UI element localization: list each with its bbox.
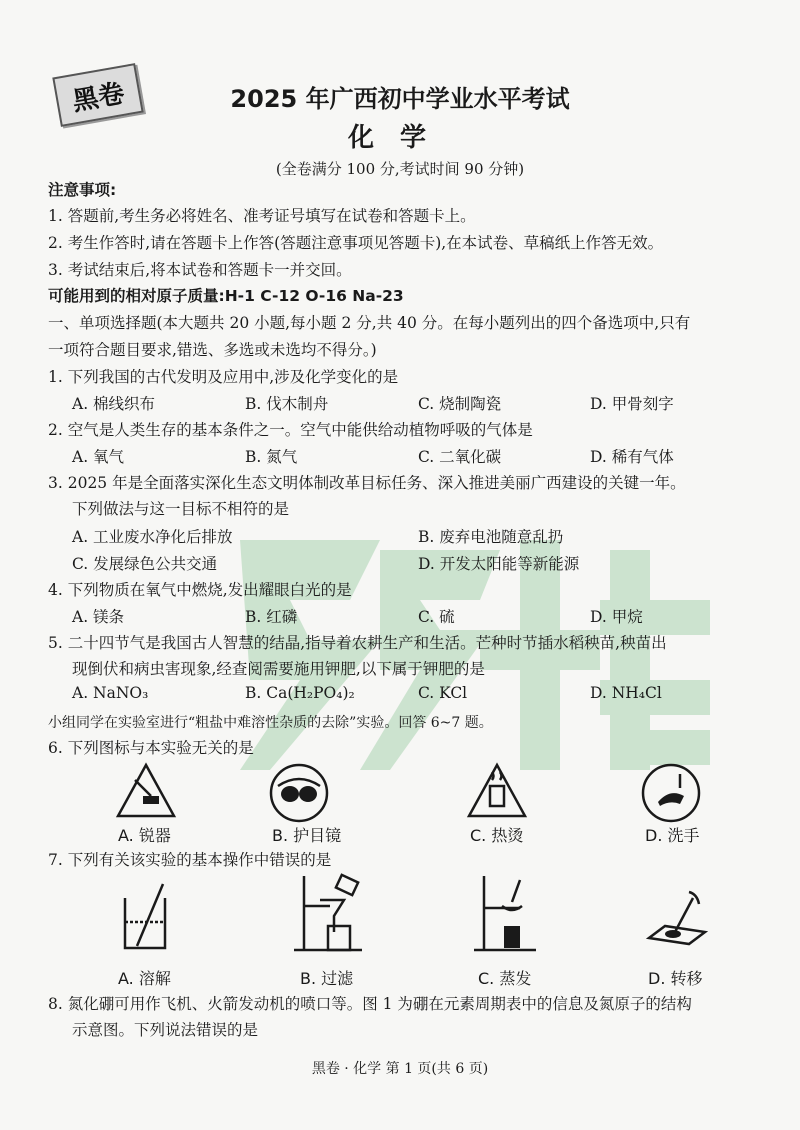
wash-hands-icon	[640, 762, 702, 824]
q1-option-b: B. 伐木制舟	[245, 395, 329, 413]
q8-stem-line1: 8. 氮化硼可用作飞机、火箭发动机的喷口等。图 1 为硼在元素周期表中的信息及氮原子的结构	[48, 995, 692, 1013]
section-heading-line2: 一项符合题目要求,错选、多选或未选均不得分。)	[48, 341, 377, 359]
q4-option-a: A. 镁条	[72, 608, 125, 626]
subject-title: 化学	[347, 123, 452, 153]
q2-option-c: C. 二氧化碳	[418, 448, 502, 466]
q6-option-d: D. 洗手	[645, 826, 700, 845]
q7-option-d: D. 转移	[648, 969, 703, 988]
q1-option-c: C. 烧制陶瓷	[418, 395, 502, 413]
q3-option-a: A. 工业废水净化后排放	[72, 528, 233, 546]
q5-stem-line2: 现倒伏和病虫害现象,经查阅需要施用钾肥,以下属于钾肥的是	[72, 660, 485, 678]
q1-stem: 1. 下列我国的古代发明及应用中,涉及化学变化的是	[48, 368, 399, 386]
score-note: (全卷满分 100 分,考试时间 90 分钟)	[275, 160, 525, 178]
filtration-setup-illustration	[290, 872, 370, 954]
notice-item-2: 2. 考生作答时,请在答题卡上作答(答题注意事项见答题卡),在本试卷、草稿纸上作答无效。	[48, 234, 664, 252]
exam-badge: 黑卷	[52, 63, 143, 127]
q1-option-d: D. 甲骨刻字	[590, 395, 674, 413]
q7-stem: 7. 下列有关该实验的基本操作中错误的是	[48, 851, 332, 869]
evaporation-setup-illustration	[470, 872, 540, 954]
q5-option-a: A. NaNO₃	[72, 684, 149, 702]
q4-option-d: D. 甲烷	[590, 608, 643, 626]
q3-stem-line2: 下列做法与这一目标不相符的是	[72, 500, 290, 518]
exam-title: 2025 年广西初中学业水平考试	[230, 85, 570, 113]
notice-item-3: 3. 考试结束后,将本试卷和答题卡一并交回。	[48, 261, 352, 279]
goggles-icon	[268, 762, 330, 824]
q7-option-a: A. 溶解	[118, 969, 171, 988]
q3-option-c: C. 发展绿色公共交通	[72, 555, 218, 573]
q5-option-d: D. NH₄Cl	[590, 684, 662, 702]
q3-stem-line1: 3. 2025 年是全面落实深化生态文明体制改革目标任务、深入推进美丽广西建设的关键一年。	[48, 474, 686, 492]
q5-option-c: C. KCl	[418, 684, 468, 702]
q4-stem: 4. 下列物质在氧气中燃烧,发出耀眼白光的是	[48, 581, 352, 599]
q1-option-a: A. 棉线织布	[72, 395, 156, 413]
q8-stem-line2: 示意图。下列说法错误的是	[72, 1021, 259, 1039]
q2-stem: 2. 空气是人类生存的基本条件之一。空气中能供给动植物呼吸的气体是	[48, 421, 533, 439]
sharp-hazard-icon	[115, 762, 177, 820]
heat-hazard-icon	[466, 762, 528, 820]
section-heading-line1: 一、单项选择题(本大题共 20 小题,每小题 2 分,共 40 分。在每小题列出的四个备选项中,只有	[48, 314, 691, 332]
q2-option-a: A. 氧气	[72, 448, 125, 466]
atomic-mass-line: 可能用到的相对原子质量:H-1 C-12 O-16 Na-23	[48, 287, 404, 305]
q4-option-b: B. 红磷	[245, 608, 298, 626]
q2-option-d: D. 稀有气体	[590, 448, 674, 466]
q4-option-c: C. 硫	[418, 608, 455, 626]
dissolve-beaker-illustration	[115, 880, 175, 952]
notice-item-1: 1. 答题前,考生务必将姓名、准考证号填写在试卷和答题卡上。	[48, 207, 476, 225]
q2-option-b: B. 氮气	[245, 448, 298, 466]
q6-option-c: C. 热烫	[470, 826, 524, 845]
q7-option-c: C. 蒸发	[478, 969, 532, 988]
q3-option-d: D. 开发太阳能等新能源	[418, 555, 580, 573]
page-footer: 黑卷 · 化学 第 1 页(共 6 页)	[311, 1061, 489, 1077]
q3-option-b: B. 废弃电池随意乱扔	[418, 528, 564, 546]
q7-option-b: B. 过滤	[300, 969, 354, 988]
q5-stem-line1: 5. 二十四节气是我国古人智慧的结晶,指导着农耕生产和生活。芒种时节插水稻秧苗,秧苗出	[48, 634, 667, 652]
transfer-illustration	[645, 888, 709, 948]
q6-option-b: B. 护目镜	[272, 826, 342, 845]
q6-stem: 6. 下列图标与本实验无关的是	[48, 739, 254, 757]
notice-heading: 注意事项:	[48, 181, 117, 199]
q6-option-a: A. 锐器	[118, 826, 171, 845]
intro-6-7: 小组同学在实验室进行“粗盐中难溶性杂质的去除”实验。回答 6~7 题。	[48, 715, 493, 731]
q5-option-b: B. Ca(H₂PO₄)₂	[245, 684, 355, 702]
